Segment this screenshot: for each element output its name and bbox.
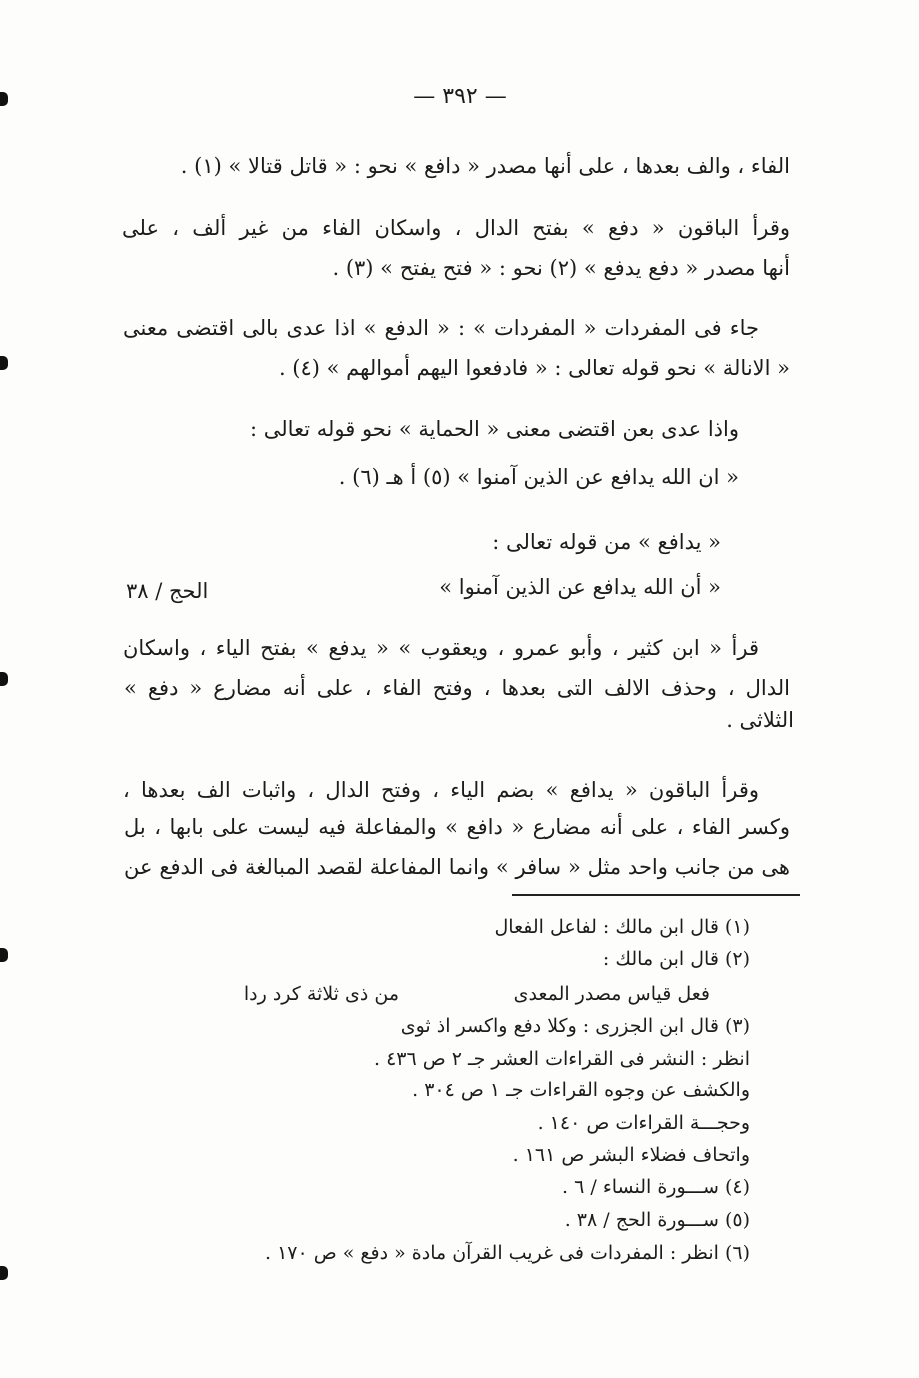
footnote-verse-part: من ذى ثلاثة كرد ردا	[243, 983, 399, 1005]
binding-mark	[0, 92, 8, 106]
body-line: « يدافع » من قوله تعالى :	[492, 530, 721, 554]
quran-verse: « أن الله يدافع عن الذين آمنوا »	[439, 575, 721, 599]
binding-mark	[0, 672, 8, 686]
binding-mark	[0, 948, 8, 962]
verse-reference: الحج / ٣٨	[126, 579, 209, 603]
binding-mark	[0, 1266, 8, 1280]
footnote: (٥) ســـورة الحج / ٣٨ .	[564, 1209, 750, 1231]
footnote: واتحاف فضلاء البشر ص ١٦١ .	[512, 1144, 750, 1166]
body-line: وقرأ الباقون « يدافع » بضم الياء ، وفتح الدال ، واثبات الف بعدها ،	[123, 778, 759, 802]
quran-verse: « ان الله يدافع عن الذين آمنوا » (٥) أ هـ (٦) .	[338, 465, 739, 489]
footnote: (٣) قال ابن الجزرى : وكلا دفع واكسر اذ ثوى	[400, 1015, 750, 1037]
footnote-verse-part: فعل قياس مصدر المعدى	[513, 983, 710, 1005]
footnote-divider	[512, 894, 800, 896]
page-number: — ٣٩٢ —	[413, 84, 507, 109]
body-line: واذا عدى بعن اقتضى معنى « الحماية » نحو قوله تعالى :	[250, 417, 739, 441]
footnote: (٦) انظر : المفردات فى غريب القرآن مادة « دفع » ص ١٧٠ .	[265, 1242, 750, 1264]
body-line: هى من جانب واحد مثل « سافر » وانما المفاعلة لقصد المبالغة فى الدفع عن	[124, 855, 790, 879]
footnote: والكشف عن وجوه القراءات جـ ١ ص ٣٠٤ .	[412, 1079, 750, 1101]
body-line: وكسر الفاء ، على أنه مضارع « دافع » والمفاعلة فيه ليست على بابها ، بل	[124, 815, 790, 839]
footnote: (٤) ســـورة النساء / ٦ .	[562, 1176, 750, 1198]
body-line: « الانالة » نحو قوله تعالى : « فادفعوا اليهم أموالهم » (٤) .	[278, 356, 790, 380]
footnote: وحجـــة القراءات ص ١٤٠ .	[537, 1112, 750, 1134]
body-line: الثلاثى .	[726, 708, 794, 732]
footnote: (٢) قال ابن مالك :	[602, 948, 750, 970]
footnote: انظر : النشر فى القراءات العشر جـ ٢ ص ٤٣٦ .	[374, 1048, 750, 1070]
body-line: الدال ، وحذف الالف التى بعدها ، وفتح الفاء ، على أنه مضارع « دفع »	[124, 676, 790, 700]
body-line: قرأ « ابن كثير ، وأبو عمرو ، ويعقوب » « يدفع » بفتح الياء ، واسكان	[123, 636, 759, 660]
footnote: (١) قال ابن مالك : لفاعل الفعال	[494, 916, 750, 938]
binding-mark	[0, 356, 8, 370]
body-line: أنها مصدر « دفع يدفع » (٢) نحو : « فتح يفتح » (٣) .	[332, 256, 790, 280]
body-line: وقرأ الباقون « دفع » بفتح الدال ، واسكان الفاء من غير ألف ، على	[122, 216, 790, 240]
body-line: جاء فى المفردات « المفردات » : « الدفع » اذا عدى بالى اقتضى معنى	[123, 316, 759, 340]
body-line: الفاء ، والف بعدها ، على أنها مصدر « دافع » نحو : « قاتل قتالا » (١) .	[180, 154, 790, 178]
